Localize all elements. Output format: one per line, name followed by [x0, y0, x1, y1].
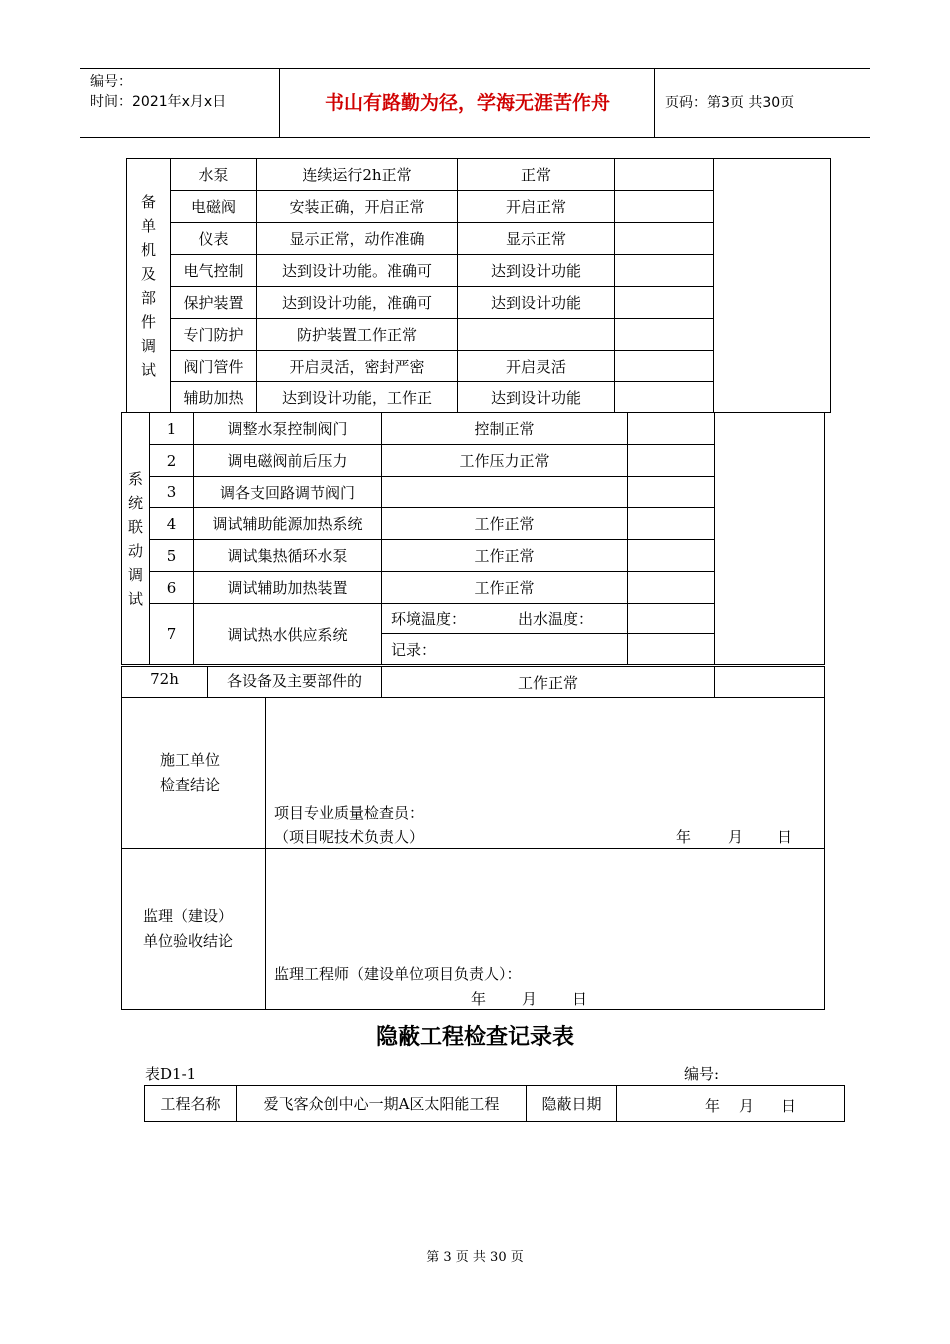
system-debug-group-label: 系统联动调试 — [122, 413, 150, 665]
unit-item: 辅助加热 — [171, 382, 257, 413]
concealed-date-value — [617, 1086, 845, 1122]
empty-cell — [628, 634, 715, 665]
system-result: 控制正常 — [382, 413, 628, 445]
day-label: 日 — [781, 1097, 797, 1115]
unit-item: 保护装置 — [171, 287, 257, 319]
construction-conclusion-label — [122, 698, 266, 849]
month-label: 月 — [522, 990, 538, 1008]
unit-item: 仪表 — [171, 223, 257, 255]
empty-cell — [615, 319, 714, 351]
unit-debug-group-label: 备单机及部件调试 — [127, 159, 171, 413]
construction-label-line2: 检查结论 — [160, 776, 221, 794]
supervising-engineer-label: 监理工程师（建设单位项目负责人）： — [274, 965, 522, 983]
project-name-value: 爱飞客众创中心一期A区太阳能工程 — [237, 1086, 527, 1122]
construction-conclusion-cell — [266, 698, 825, 849]
empty-cell — [615, 351, 714, 382]
year-label: 年 — [471, 990, 487, 1008]
empty-cell — [615, 255, 714, 287]
unit-item: 专门防护 — [171, 319, 257, 351]
unit-requirement: 达到设计功能，准确可 — [257, 287, 458, 319]
system-item: 调试辅助能源加热系统 — [194, 508, 382, 540]
env-temp-label: 环境温度： — [391, 610, 467, 628]
project-name-label: 工程名称 — [145, 1086, 237, 1122]
header-page-label: 页码：第3页 共30页 — [665, 95, 795, 111]
system-result: 工作压力正常 — [382, 445, 628, 477]
month-label: 月 — [739, 1097, 755, 1115]
empty-cell — [615, 191, 714, 223]
system-result: 工作正常 — [382, 572, 628, 604]
system-item: 调电磁阀前后压力 — [194, 445, 382, 477]
empty-cell — [715, 667, 825, 698]
conclusion-table — [121, 697, 825, 1010]
run72h-item: 各设备及主要部件的 — [208, 667, 382, 698]
row-number: 1 — [150, 413, 194, 445]
quality-inspector-label: 项目专业质量检查员： — [274, 804, 425, 822]
empty-cell — [628, 477, 715, 508]
supervision-label-line2: 单位验收结论 — [143, 932, 234, 950]
construction-label-line1: 施工单位 — [160, 751, 221, 769]
system-item: 调各支回路调节阀门 — [194, 477, 382, 508]
year-label: 年 — [705, 1097, 721, 1115]
header-number-label: 编号： — [90, 74, 132, 90]
technical-responsible-label: （项目呢技术负责人） — [274, 828, 425, 846]
out-temp-label: 出水温度： — [518, 610, 594, 628]
unit-requirement: 安装正确，开启正常 — [257, 191, 458, 223]
row-number: 2 — [150, 445, 194, 477]
unit-requirement: 达到设计功能，工作正 — [257, 382, 458, 413]
system-item: 调试热水供应系统 — [194, 604, 382, 665]
empty-cell — [628, 572, 715, 604]
unit-requirement: 显示正常，动作准确 — [257, 223, 458, 255]
unit-requirement: 开启灵活，密封严密 — [257, 351, 458, 382]
empty-cell — [628, 508, 715, 540]
empty-cell — [715, 413, 825, 665]
record-form-title: 隐蔽工程检查记录表 — [375, 1024, 574, 1050]
system-item: 调试辅助加热装置 — [194, 572, 382, 604]
unit-requirement: 达到设计功能。准确可 — [257, 255, 458, 287]
unit-result: 达到设计功能 — [458, 287, 615, 319]
year-label: 年 — [676, 828, 692, 846]
supervision-conclusion-label — [122, 849, 266, 1010]
empty-cell — [615, 159, 714, 191]
unit-item: 电气控制 — [171, 255, 257, 287]
form-number: 表D1-1 — [145, 1065, 197, 1083]
system-item: 调整水泵控制阀门 — [194, 413, 382, 445]
system-item: 调试集热循环水泵 — [194, 540, 382, 572]
run72h-result: 工作正常 — [382, 667, 715, 698]
unit-result — [458, 319, 615, 351]
system-result: 工作正常 — [382, 508, 628, 540]
system-debug-table — [121, 412, 825, 665]
empty-cell — [615, 287, 714, 319]
run72h-label: 72h — [122, 667, 208, 698]
run72h-table — [121, 666, 825, 698]
header-time-label: 时间：2021年x月x日 — [90, 94, 227, 110]
unit-result: 达到设计功能 — [458, 255, 615, 287]
supervision-conclusion-cell — [266, 849, 825, 1010]
unit-requirement: 连续运行2h正常 — [257, 159, 458, 191]
day-label: 日 — [777, 828, 793, 846]
empty-cell — [628, 413, 715, 445]
row-number: 4 — [150, 508, 194, 540]
empty-cell — [628, 604, 715, 634]
temperature-cell — [382, 604, 628, 634]
day-label: 日 — [572, 990, 588, 1008]
system-result: 工作正常 — [382, 540, 628, 572]
unit-item: 电磁阀 — [171, 191, 257, 223]
concealed-date-label: 隐蔽日期 — [527, 1086, 617, 1122]
number-label: 编号: — [684, 1065, 720, 1083]
record-label: 记录： — [382, 634, 628, 665]
empty-cell — [714, 159, 831, 413]
unit-result: 显示正常 — [458, 223, 615, 255]
row-number: 3 — [150, 477, 194, 508]
supervision-label-line1: 监理（建设） — [143, 907, 234, 925]
row-number: 6 — [150, 572, 194, 604]
row-number: 5 — [150, 540, 194, 572]
unit-result: 达到设计功能 — [458, 382, 615, 413]
unit-result: 开启灵活 — [458, 351, 615, 382]
header-meta — [80, 69, 280, 137]
unit-result: 正常 — [458, 159, 615, 191]
unit-item: 阀门管件 — [171, 351, 257, 382]
empty-cell — [628, 445, 715, 477]
unit-item: 水泵 — [171, 159, 257, 191]
page-footer: 第 3 页 共 30 页 — [426, 1250, 524, 1265]
empty-cell — [615, 382, 714, 413]
system-result — [382, 477, 628, 508]
unit-result: 开启正常 — [458, 191, 615, 223]
project-info-table — [144, 1085, 845, 1122]
page-header — [80, 68, 870, 138]
empty-cell — [615, 223, 714, 255]
empty-cell — [628, 540, 715, 572]
header-motto: 书山有路勤为径，学海无涯苦作舟 — [281, 69, 655, 137]
unit-requirement: 防护装置工作正常 — [257, 319, 458, 351]
unit-debug-table — [126, 158, 831, 413]
month-label: 月 — [728, 828, 744, 846]
row-number: 7 — [150, 604, 194, 665]
